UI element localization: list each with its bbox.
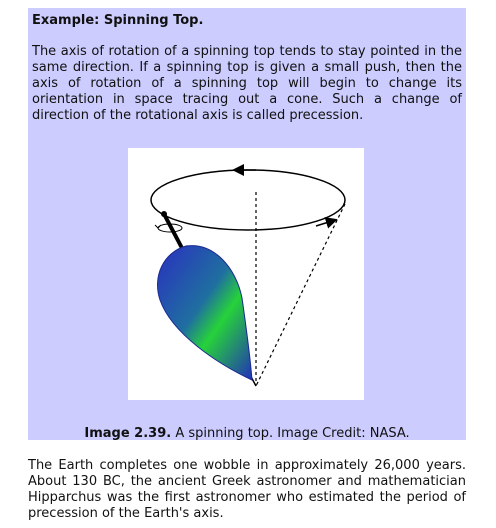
top-body: [158, 246, 252, 380]
spinning-top-figure: [128, 148, 364, 400]
caption-text: A spinning top. Image Credit: NASA.: [171, 426, 410, 441]
figure-caption: [28, 426, 466, 442]
example-title: Example: Spinning Top.: [32, 13, 204, 28]
spinning-top-illustration: [128, 148, 364, 400]
precession-circle: [151, 170, 345, 230]
cone-edge-right: [256, 204, 345, 386]
example-text: The axis of rotation of a spinning top tends to stay pointed in the same direction. If a spinning top is given a small push, then the axis of rotation of a spinning top will begin to change its orientation in space tracing out a cone. Such a change of direction of the rotational axis is called precession.: [32, 44, 462, 123]
arrow-right: [316, 221, 332, 226]
caption-label: Image 2.39.: [84, 426, 172, 441]
example-box: [28, 8, 466, 440]
body-paragraph: The Earth completes one wobble in approximately 26,000 years. About 130 BC, the ancient Greek astronomer and mathematician Hipparchus was the first astronomer who estimated the period of precession of the Earth's axis.: [28, 458, 466, 521]
